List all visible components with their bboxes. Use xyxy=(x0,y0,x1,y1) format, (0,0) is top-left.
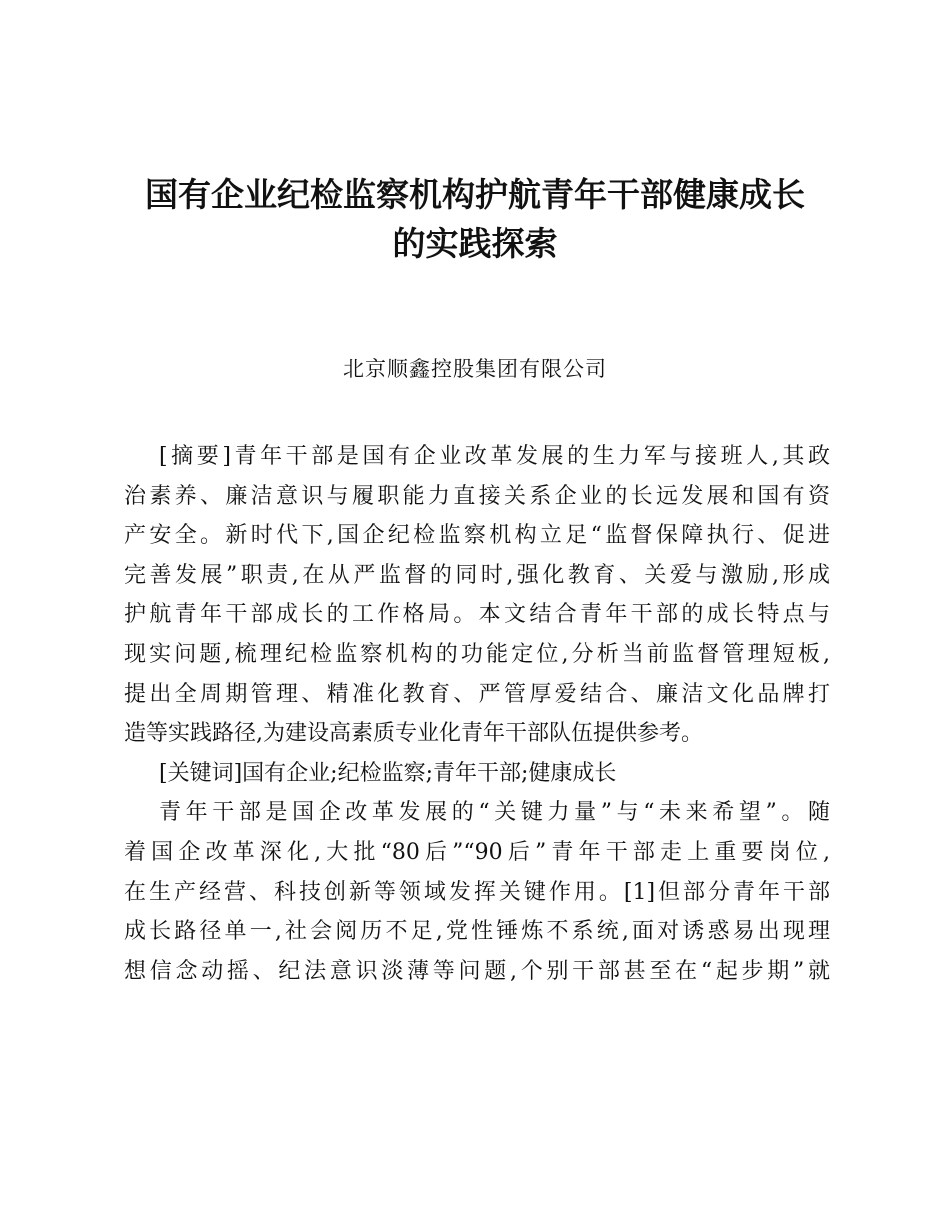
abstract-line: 产安全。新时代下,国企纪检监察机构立足“监督保障执行、促进 xyxy=(124,523,830,549)
abstract-line: [摘要]青年干部是国有企业改革发展的生力军与接班人,其政 xyxy=(159,444,830,469)
title-line-1: 国有企业纪检监察机构护航青年干部健康成长 xyxy=(145,175,805,214)
intro-line: 成长路径单一,社会阅历不足,党性锤炼不系统,面对诱惑易出现理 xyxy=(124,919,830,945)
intro-line: 着国企改革深化,大批“80后”“90后”青年干部走上重要岗位, xyxy=(124,839,830,865)
keywords-line: [关键词]国有企业;纪检监察;青年干部;健康成长 xyxy=(159,760,617,786)
abstract-paragraph xyxy=(124,437,830,754)
document-title xyxy=(110,170,840,268)
abstract-line: 提出全周期管理、精准化教育、严管厚爱结合、廉洁文化品牌打 xyxy=(124,681,830,707)
body-text xyxy=(124,437,830,991)
intro-line: 在生产经营、科技创新等领域发挥关键作用。[1]但部分青年干部 xyxy=(124,879,830,905)
abstract-line: 完善发展”职责,在从严监督的同时,强化教育、关爱与激励,形成 xyxy=(124,562,830,588)
intro-paragraph xyxy=(124,793,830,991)
intro-line: 想信念动摇、纪法意识淡薄等问题,个别干部甚至在“起步期”就 xyxy=(124,958,830,984)
abstract-line: 护航青年干部成长的工作格局。本文结合青年干部的成长特点与 xyxy=(124,602,830,628)
intro-line: 青年干部是国企改革发展的“关键力量”与“未来希望”。随 xyxy=(159,800,830,826)
author-organization: 北京顺鑫控股集团有限公司 xyxy=(343,357,607,381)
abstract-line: 治素养、廉洁意识与履职能力直接关系企业的长远发展和国有资 xyxy=(124,483,830,509)
abstract-line: 造等实践路径,为建设高素质专业化青年干部队伍提供参考。 xyxy=(124,721,703,747)
abstract-line: 现实问题,梳理纪检监察机构的功能定位,分析当前监督管理短板, xyxy=(124,641,830,667)
title-line-2: 的实践探索 xyxy=(392,224,558,263)
